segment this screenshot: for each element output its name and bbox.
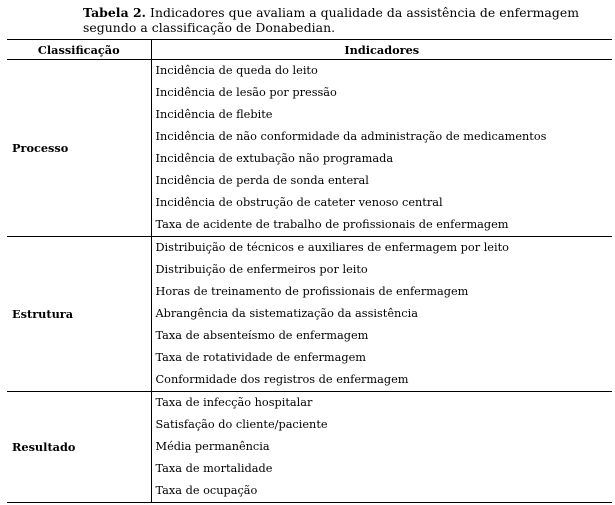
indicator-item: Abrangência da sistematização da assistência [155, 307, 418, 320]
indicator-item: Média permanência [155, 440, 270, 453]
indicator-item: Incidência de extubação não programada [155, 152, 394, 165]
indicator-item: Incidência de lesão por pressão [155, 86, 337, 99]
indicator-item: Distribuição de enfermeiros por leito [155, 263, 368, 276]
table-row [7, 237, 612, 392]
indicator-item: Incidência de obstrução de cateter venoso central [155, 196, 443, 209]
table-caption [83, 5, 611, 35]
indicator-item: Taxa de ocupação [155, 484, 258, 497]
group-resultado [7, 392, 612, 503]
table-row [7, 392, 612, 503]
indicator-item: Distribuição de técnicos e auxiliares de enfermagem por leito [155, 241, 509, 254]
indicator-item: Taxa de infecção hospitalar [155, 396, 313, 409]
indicator-item: Taxa de mortalidade [155, 462, 273, 475]
indicator-item: Satisfação do cliente/paciente [155, 418, 328, 431]
table-row [7, 60, 612, 237]
indicator-item: Conformidade dos registros de enfermagem [155, 373, 409, 386]
indicator-item: Incidência de não conformidade da administração de medicamentos [155, 130, 547, 143]
indicator-item: Incidência de flebite [155, 108, 273, 121]
indicator-item: Taxa de rotatividade de enfermagem [155, 351, 367, 364]
indicators-table [7, 39, 612, 503]
classification-cell: Estrutura [7, 237, 151, 392]
header-row [7, 40, 612, 60]
indicator-item: Taxa de acidente de trabalho de profissionais de enfermagem [155, 218, 509, 231]
classification-cell: Resultado [7, 392, 151, 503]
indicator-item: Incidência de queda do leito [155, 64, 318, 77]
indicator-item: Taxa de absenteísmo de enfermagem [155, 329, 369, 342]
header-classification: Classificação [7, 40, 151, 60]
indicators-cell [151, 237, 612, 392]
group-processo [7, 60, 612, 237]
classification-cell: Processo [7, 60, 151, 237]
indicator-item: Incidência de perda de sonda enteral [155, 174, 369, 187]
indicators-cell [151, 60, 612, 237]
caption-text: Indicadores que avaliam a qualidade da assistência de enfermagem segundo a classificação de Donabedian. [83, 5, 580, 35]
caption-label: Tabela 2. [83, 5, 147, 20]
header-indicators: Indicadores [151, 40, 612, 60]
group-estrutura [7, 237, 612, 392]
indicator-item: Horas de treinamento de profissionais de enfermagem [155, 285, 469, 298]
indicators-cell [151, 392, 612, 503]
